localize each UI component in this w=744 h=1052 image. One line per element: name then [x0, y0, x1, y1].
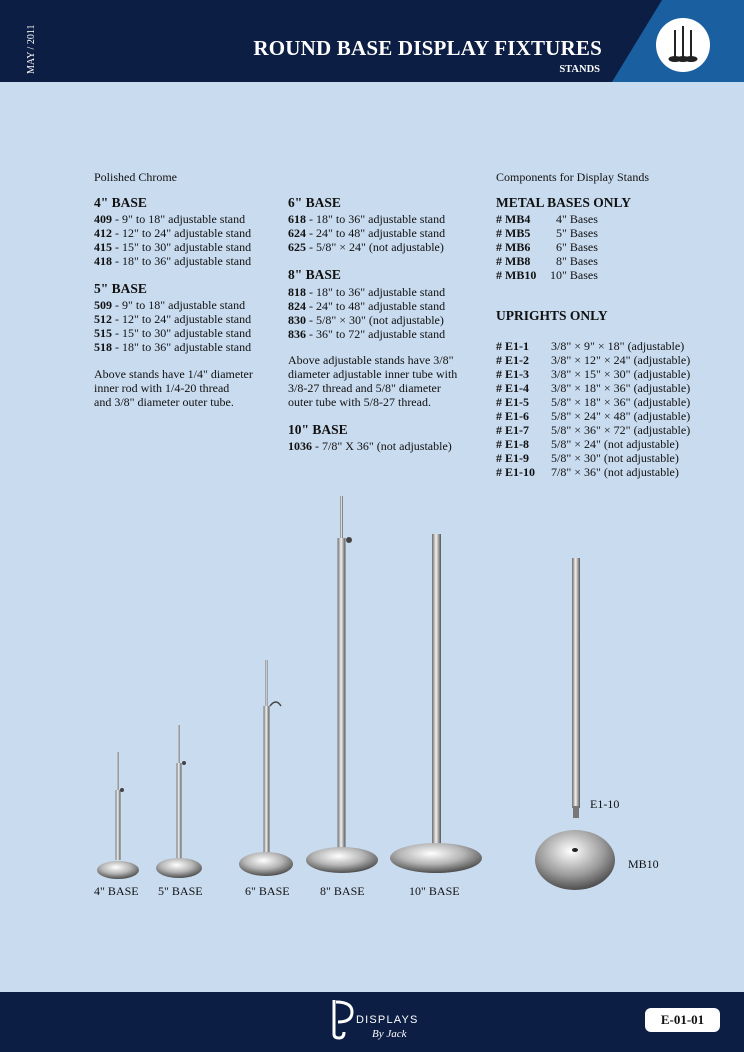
list-item: 624 - 24" to 48" adjustable stand [288, 226, 446, 240]
stand-4-inch [97, 752, 139, 879]
brand-byline: By Jack [372, 1028, 407, 1040]
components-label: Components for Display Stands [496, 170, 649, 184]
list-item: 512 - 12" to 24" adjustable stand [94, 312, 252, 326]
stands-logo-icon [656, 18, 710, 72]
list-item: 409 - 9" to 18" adjustable stand [94, 212, 246, 226]
list-item: # E1-7 5/8" × 36" × 72" (adjustable) [496, 423, 691, 437]
base10-heading: 10" BASE [288, 422, 348, 437]
list-item: # E1-2 3/8" × 12" × 24" (adjustable) [496, 353, 691, 367]
list-item: # MB10 10" Bases [496, 268, 598, 282]
list-item: # E1-10 7/8" × 36" (not adjustable) [496, 465, 679, 479]
list-item: 412 - 12" to 24" adjustable stand [94, 226, 252, 240]
page-title: ROUND BASE DISPLAY FIXTURES [253, 36, 602, 60]
middle-note: Above adjustable stands have 3/8" diameter adjustable inner tube with 3/8-27 thread and 5/8" diameter outer tube with 5/8-27 thread. [288, 353, 458, 409]
list-item: # E1-4 3/8" × 18" × 36" (adjustable) [496, 381, 691, 395]
list-item: # E1-1 3/8" × 9" × 18" (adjustable) [496, 339, 685, 353]
list-item: 824 - 24" to 48" adjustable stand [288, 299, 446, 313]
issue-date: MAY / 2011 [26, 24, 37, 74]
list-item: 1036 - 7/8" X 36" (not adjustable) [288, 439, 452, 453]
page-subtitle: STANDS [559, 64, 600, 75]
base-mb10 [535, 830, 615, 890]
list-item: # E1-3 3/8" × 15" × 30" (adjustable) [496, 367, 691, 381]
label-10-base: 10" BASE [409, 884, 460, 898]
list-item: # MB4 4" Bases [496, 212, 598, 226]
label-5-base: 5" BASE [158, 884, 203, 898]
list-item: # E1-6 5/8" × 24" × 48" (adjustable) [496, 409, 691, 423]
base5-list [94, 298, 251, 354]
label-8-base: 8" BASE [320, 884, 365, 898]
list-item: 618 - 18" to 36" adjustable stand [288, 212, 446, 226]
list-item: # E1-8 5/8" × 24" (not adjustable) [496, 437, 679, 451]
list-item: 515 - 15" to 30" adjustable stand [94, 326, 252, 340]
metal-bases-heading: METAL BASES ONLY [496, 195, 632, 210]
page-number: E-01-01 [645, 1008, 720, 1032]
list-item: 418 - 18" to 36" adjustable stand [94, 254, 252, 268]
list-item: # E1-9 5/8" × 30" (not adjustable) [496, 451, 679, 465]
upright-e1-10 [572, 558, 580, 818]
stands-illustration [0, 480, 744, 900]
uprights-list [496, 339, 690, 479]
list-item: 625 - 5/8" × 24" (not adjustable) [288, 240, 444, 254]
base6-heading: 6" BASE [288, 195, 341, 210]
list-item: 509 - 9" to 18" adjustable stand [94, 298, 246, 312]
base6-list [288, 212, 445, 254]
list-item: 415 - 15" to 30" adjustable stand [94, 240, 252, 254]
label-6-base: 6" BASE [245, 884, 290, 898]
label-mb10: MB10 [628, 857, 659, 871]
list-item: 830 - 5/8" × 30" (not adjustable) [288, 313, 444, 327]
list-item: # MB8 8" Bases [496, 254, 598, 268]
uprights-heading: UPRIGHTS ONLY [496, 308, 608, 323]
stand-10-inch [390, 534, 482, 873]
metal-bases-list [496, 212, 598, 282]
stand-8-inch [306, 496, 378, 873]
list-item: # MB5 5" Bases [496, 226, 598, 240]
list-item: 818 - 18" to 36" adjustable stand [288, 285, 446, 299]
base5-heading: 5" BASE [94, 281, 147, 296]
list-item: 518 - 18" to 36" adjustable stand [94, 340, 252, 354]
label-4-base: 4" BASE [94, 884, 139, 898]
left-note: Above stands have 1/4" diameter inner rod with 1/4-20 thread and 3/8" diameter outer tube. [94, 367, 253, 409]
stand-6-inch [239, 660, 293, 876]
brand-name: DISPLAYS [356, 1014, 419, 1026]
finish-label: Polished Chrome [94, 170, 177, 184]
brand-logo-icon [330, 998, 354, 1040]
base10-list [288, 439, 452, 453]
base4-heading: 4" BASE [94, 195, 147, 210]
list-item: 836 - 36" to 72" adjustable stand [288, 327, 446, 341]
label-e1-10: E1-10 [590, 797, 620, 811]
base8-list [288, 285, 445, 341]
list-item: # MB6 6" Bases [496, 240, 598, 254]
base4-list [94, 212, 251, 268]
list-item: # E1-5 5/8" × 18" × 36" (adjustable) [496, 395, 691, 409]
stand-5-inch [156, 725, 202, 878]
base8-heading: 8" BASE [288, 267, 341, 282]
